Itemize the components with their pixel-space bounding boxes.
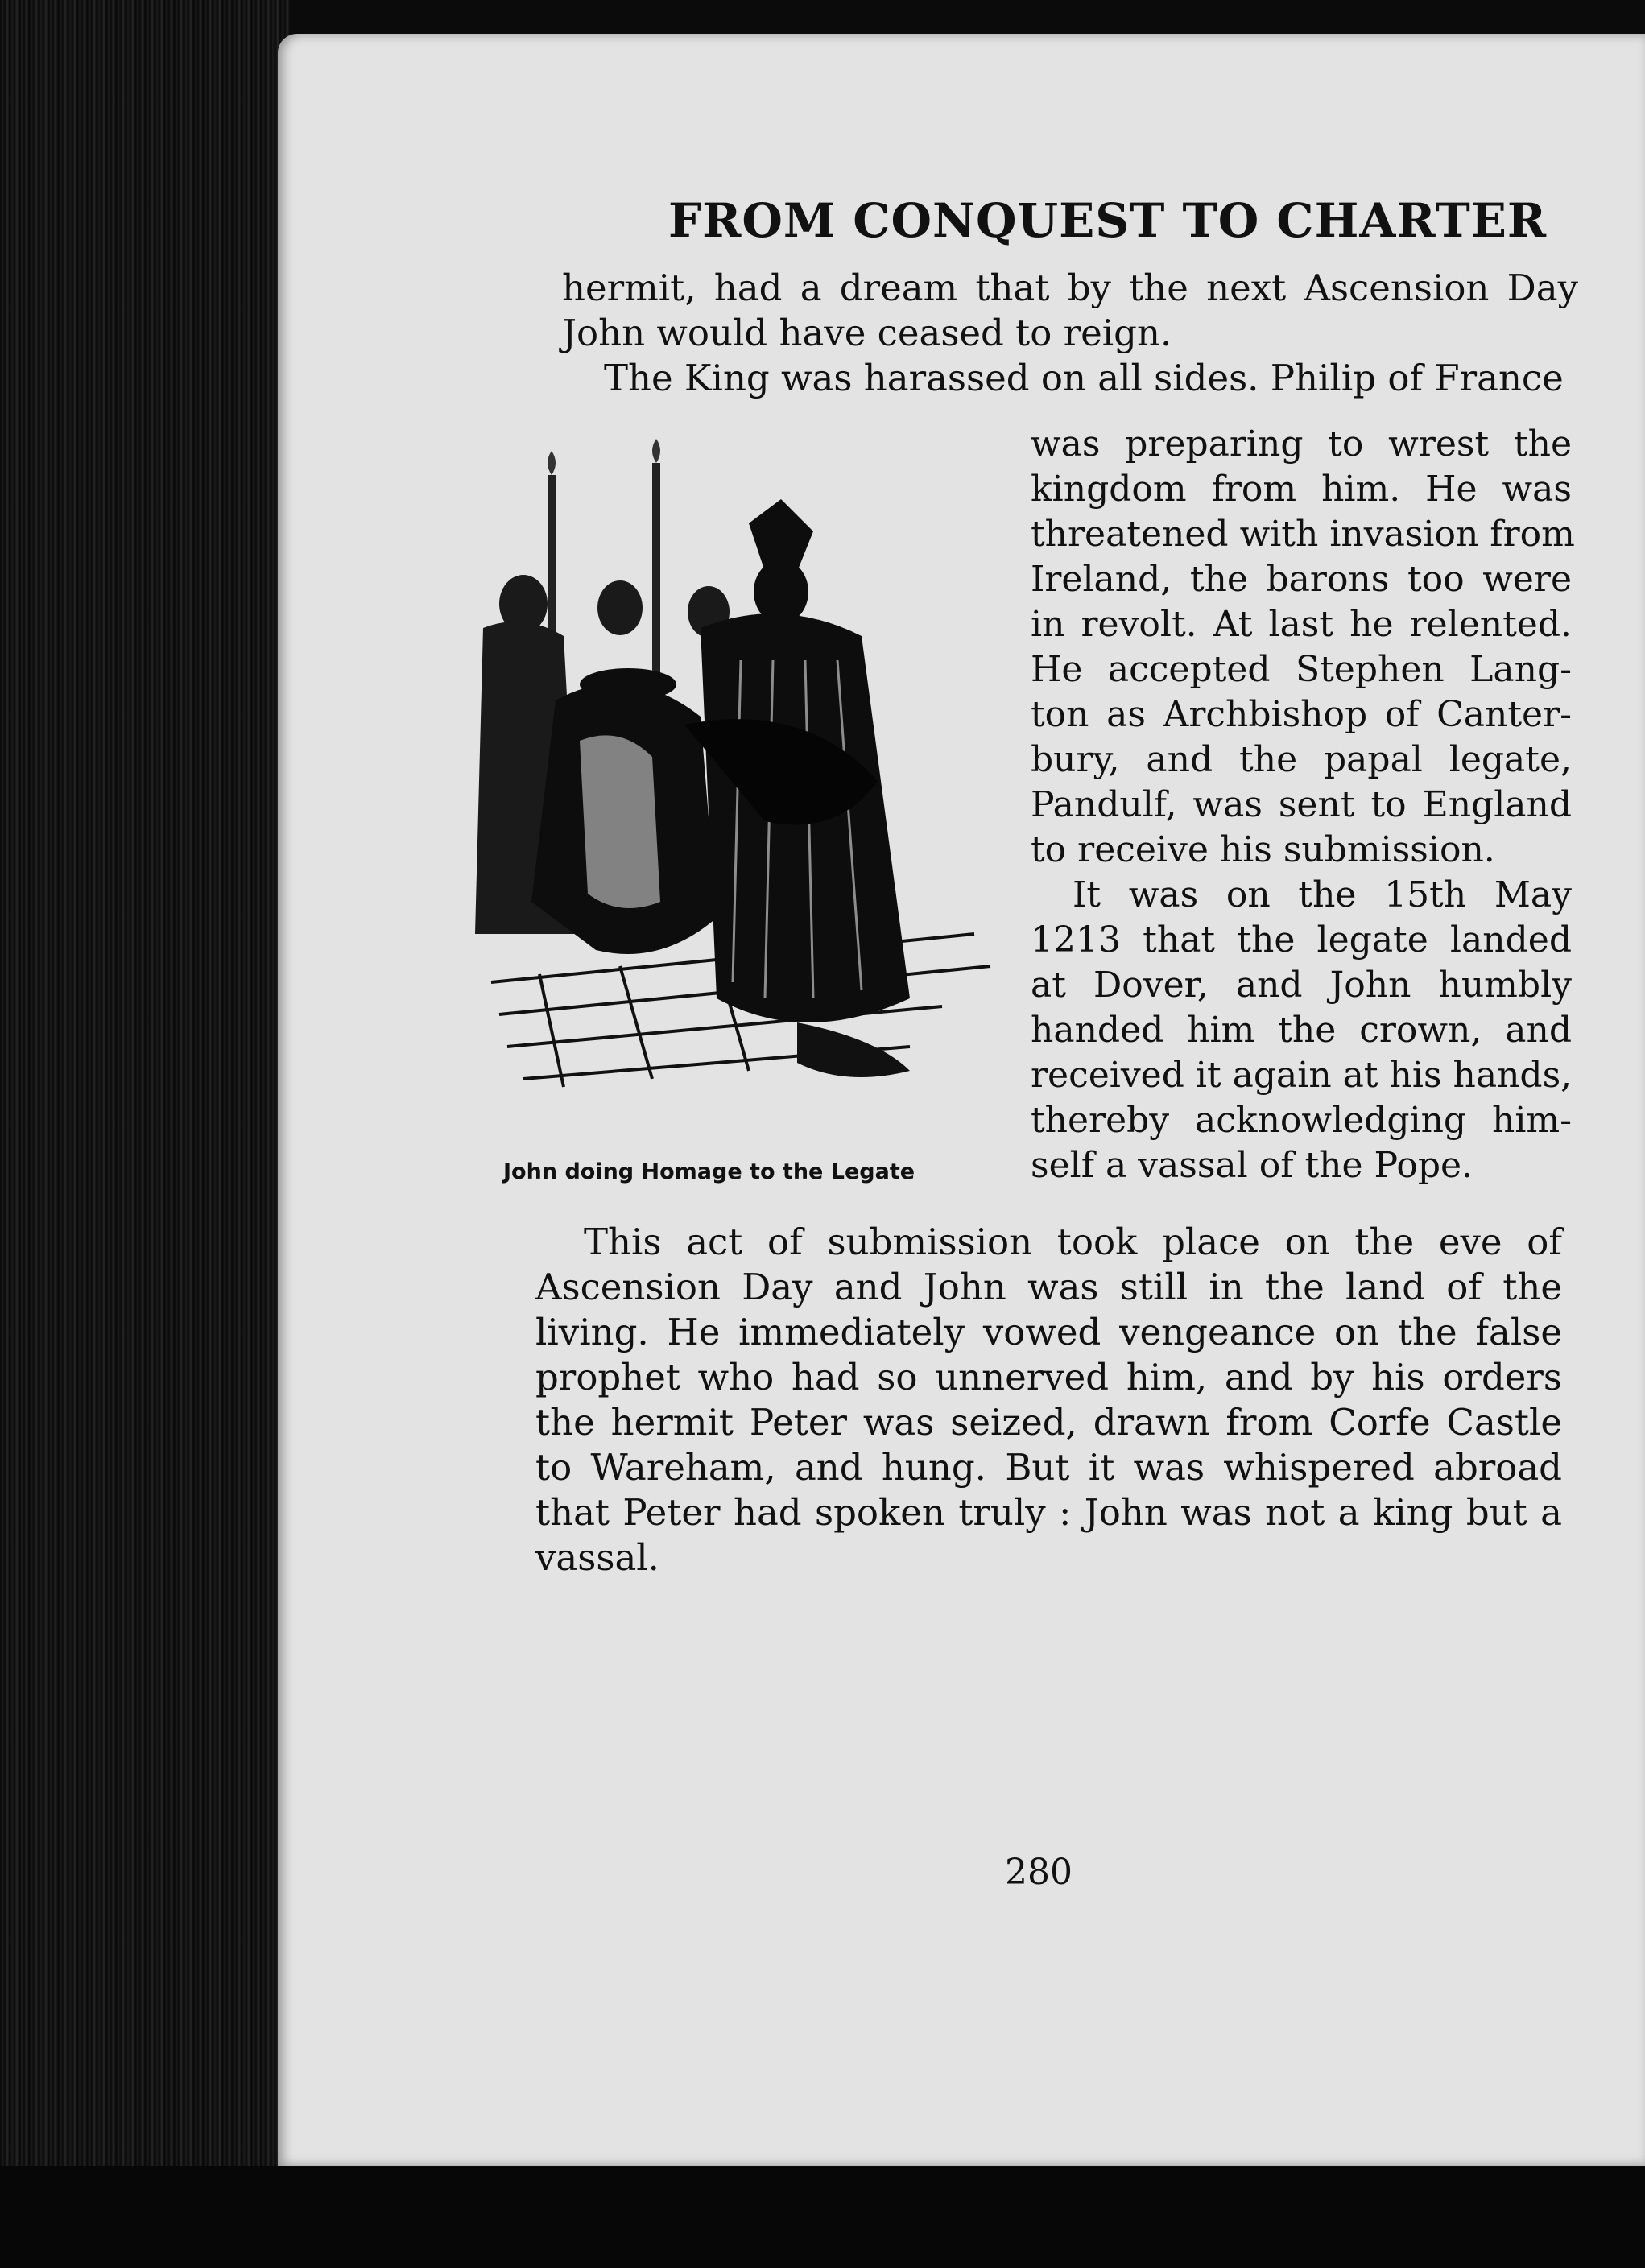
text-line: John would have ceased to reign.: [562, 312, 1172, 354]
text-line: in revolt. At last he relented.: [1031, 604, 1572, 645]
page-bottom-shadow: [0, 2166, 1645, 2268]
text-line: at Dover, and John humbly: [1031, 965, 1572, 1006]
text-line: thereby acknowledging him-: [1031, 1100, 1572, 1141]
text-line: to Wareham, and hung. But it was whispered abroad: [535, 1446, 1562, 1489]
text-line: Pandulf, was sent to England: [1031, 784, 1572, 825]
text-line: received it again at his hands,: [1031, 1055, 1573, 1096]
text-line: Ireland, the barons too were: [1031, 559, 1572, 600]
text-line: the hermit Peter was seized, drawn from Corfe Castle: [535, 1401, 1562, 1444]
text-line: Ascension Day and John was still in the land of the: [535, 1266, 1562, 1308]
text-line: to receive his submission.: [1031, 829, 1495, 870]
text-line: kingdom from him. He was: [1031, 469, 1572, 510]
text-line: vassal.: [535, 1536, 659, 1579]
paragraph-right: [1031, 422, 1575, 1188]
paragraph-bottom: [535, 1220, 1562, 1580]
text-line: This act of submission took place on the eve of: [584, 1221, 1562, 1263]
book-spine-edge: [0, 0, 290, 2268]
figure-caption: John doing Homage to the Legate: [503, 1159, 915, 1184]
text-line: hermit, had a dream that by the next Ascension Day: [562, 266, 1578, 309]
text-line: The King was harassed on all sides. Philip of France: [604, 357, 1564, 399]
running-head: FROM CONQUEST TO CHARTER: [668, 193, 1548, 248]
engraving-drawing: [459, 419, 1006, 1143]
text-line: handed him the crown, and: [1031, 1010, 1572, 1051]
illustration-john-homage: [459, 419, 1006, 1143]
text-line: bury, and the papal legate,: [1031, 739, 1572, 780]
text-line: 1213 that the legate landed: [1031, 919, 1572, 960]
page-number: 280: [1005, 1852, 1073, 1893]
text-line: that Peter had spoken truly : John was not a king but a: [535, 1491, 1562, 1534]
text-line: living. He immediately vowed vengeance on the false: [535, 1311, 1562, 1353]
text-line: ton as Archbishop of Canter-: [1031, 694, 1572, 735]
text-line: He accepted Stephen Lang-: [1031, 649, 1572, 690]
text-line: threatened with invasion from: [1031, 514, 1575, 555]
text-line: It was on the 15th May: [1073, 874, 1572, 915]
text-line: was preparing to wrest the: [1031, 423, 1572, 465]
text-line: self a vassal of the Pope.: [1031, 1145, 1473, 1186]
text-line: prophet who had so unnerved him, and by his orders: [535, 1356, 1562, 1398]
paragraph-top: [562, 266, 1578, 401]
